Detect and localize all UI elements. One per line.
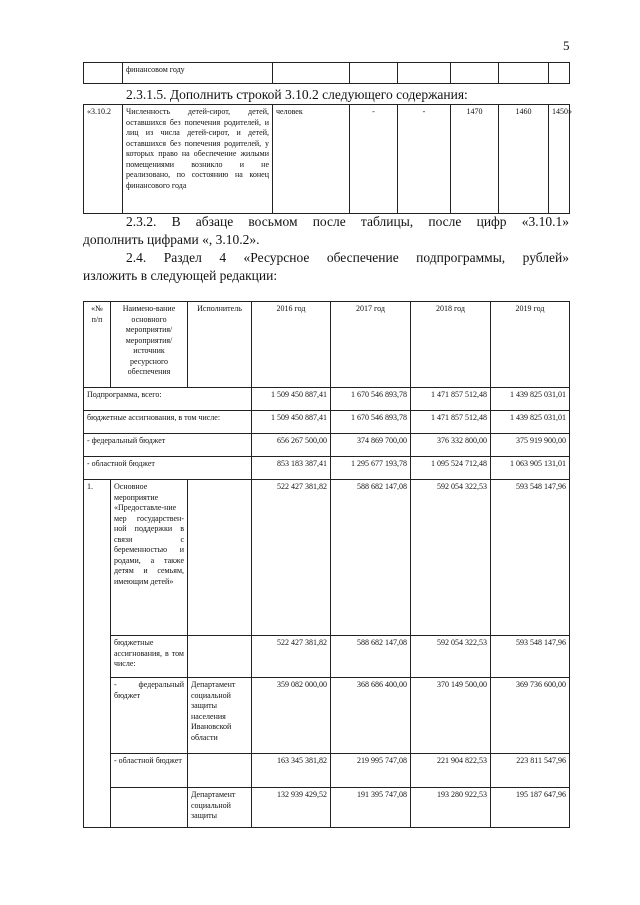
header-num: «№ п/п <box>84 302 111 388</box>
executor-cell: Департамент социальной защиты <box>188 788 252 828</box>
table-row: - федеральный бюджет Департамент социальной защиты населения Ивановской области 359 082 000,00 368 686 400,00 370 149 500,00 369 736 600,00 <box>84 678 570 754</box>
table-row: Департамент социальной защиты 132 939 429,52 191 395 747,08 193 280 922,53 195 187 647,96 <box>84 788 570 828</box>
header-2017: 2017 год <box>331 302 411 388</box>
table-row: - федеральный бюджет 656 267 500,00 374 869 700,00 376 332 800,00 375 919 900,00 <box>84 434 570 457</box>
paragraph-2-4: 2.4. Раздел 4 «Ресурсное обеспечение подпрограммы, рублей» изложить в следующей редакции: <box>83 250 569 283</box>
header-2019: 2019 год <box>491 302 570 388</box>
added-row-table <box>83 104 570 214</box>
indicator-name: Численность детей-сирот, детей, оставшихся без попечения родителей, и лиц из числа детей-сирот, и детей, оставшихся без попечения родителей, у которых право на обеспечение жилыми помещениями возникло и не реализовано, по состоянию на конец финансового года <box>123 105 273 214</box>
table-header-row <box>84 302 570 388</box>
paragraph-2-3-2: 2.3.2. В абзаце восьмом после таблицы, после цифр «3.10.1» дополнить цифрами «, 3.10.2». <box>83 214 569 247</box>
table-row: Подпрограмма, всего: 1 509 450 887,41 1 670 546 893,78 1 471 857 512,48 1 439 825 031,01 <box>84 388 570 411</box>
value-cell: 1460 <box>499 105 549 214</box>
table-cell: финансовом году <box>123 63 273 84</box>
unit: человек <box>273 105 350 214</box>
table-fragment-top <box>83 62 570 84</box>
value-cell: 1470 <box>451 105 499 214</box>
header-name: Наимено-вание основного мероприятия/ мероприятия/ источник ресурсного обеспечения <box>111 302 188 388</box>
resource-table <box>83 301 570 828</box>
header-2016: 2016 год <box>252 302 331 388</box>
paragraph-add-row: 2.3.1.5. Дополнить строкой 3.10.2 следующего содержания: <box>126 87 468 102</box>
item-name: Основное мероприятие «Предоставле-ние мер государствен-ной поддержки в связи с беременностью и родами, а также детям и семьям, имеющим детей» <box>111 480 188 636</box>
table-row: 1. Основное мероприятие «Предоставле-ние мер государствен-ной поддержки в связи с беременностью и родами, а также детям и семьям, имеющим детей» 522 427 381,82 588 682 147,08 592 054 322,53 593 548 147,96 <box>84 480 570 636</box>
executor-cell: Департамент социальной защиты населения Ивановской области <box>188 678 252 754</box>
table-row: бюджетные ассигнования, в том числе: 1 509 450 887,41 1 670 546 893,78 1 471 857 512,48 1 439 825 031,01 <box>84 411 570 434</box>
row-number: «3.10.2 <box>84 105 123 214</box>
table-row: - областной бюджет 163 345 381,82 219 995 747,08 221 904 822,53 223 811 547,96 <box>84 754 570 788</box>
header-2018: 2018 год <box>411 302 491 388</box>
value-cell: - <box>350 105 398 214</box>
table-row: бюджетные ассигнования, в том числе: 522 427 381,82 588 682 147,08 592 054 322,53 593 548 147,96 <box>84 636 570 678</box>
page-number: 5 <box>563 38 570 53</box>
item-number: 1. <box>84 480 111 828</box>
value-cell: - <box>398 105 451 214</box>
header-executor: Исполнитель <box>188 302 252 388</box>
value-cell: 1450» <box>549 105 570 214</box>
table-row: - областной бюджет 853 183 387,41 1 295 677 193,78 1 095 524 712,48 1 063 905 131,01 <box>84 457 570 480</box>
